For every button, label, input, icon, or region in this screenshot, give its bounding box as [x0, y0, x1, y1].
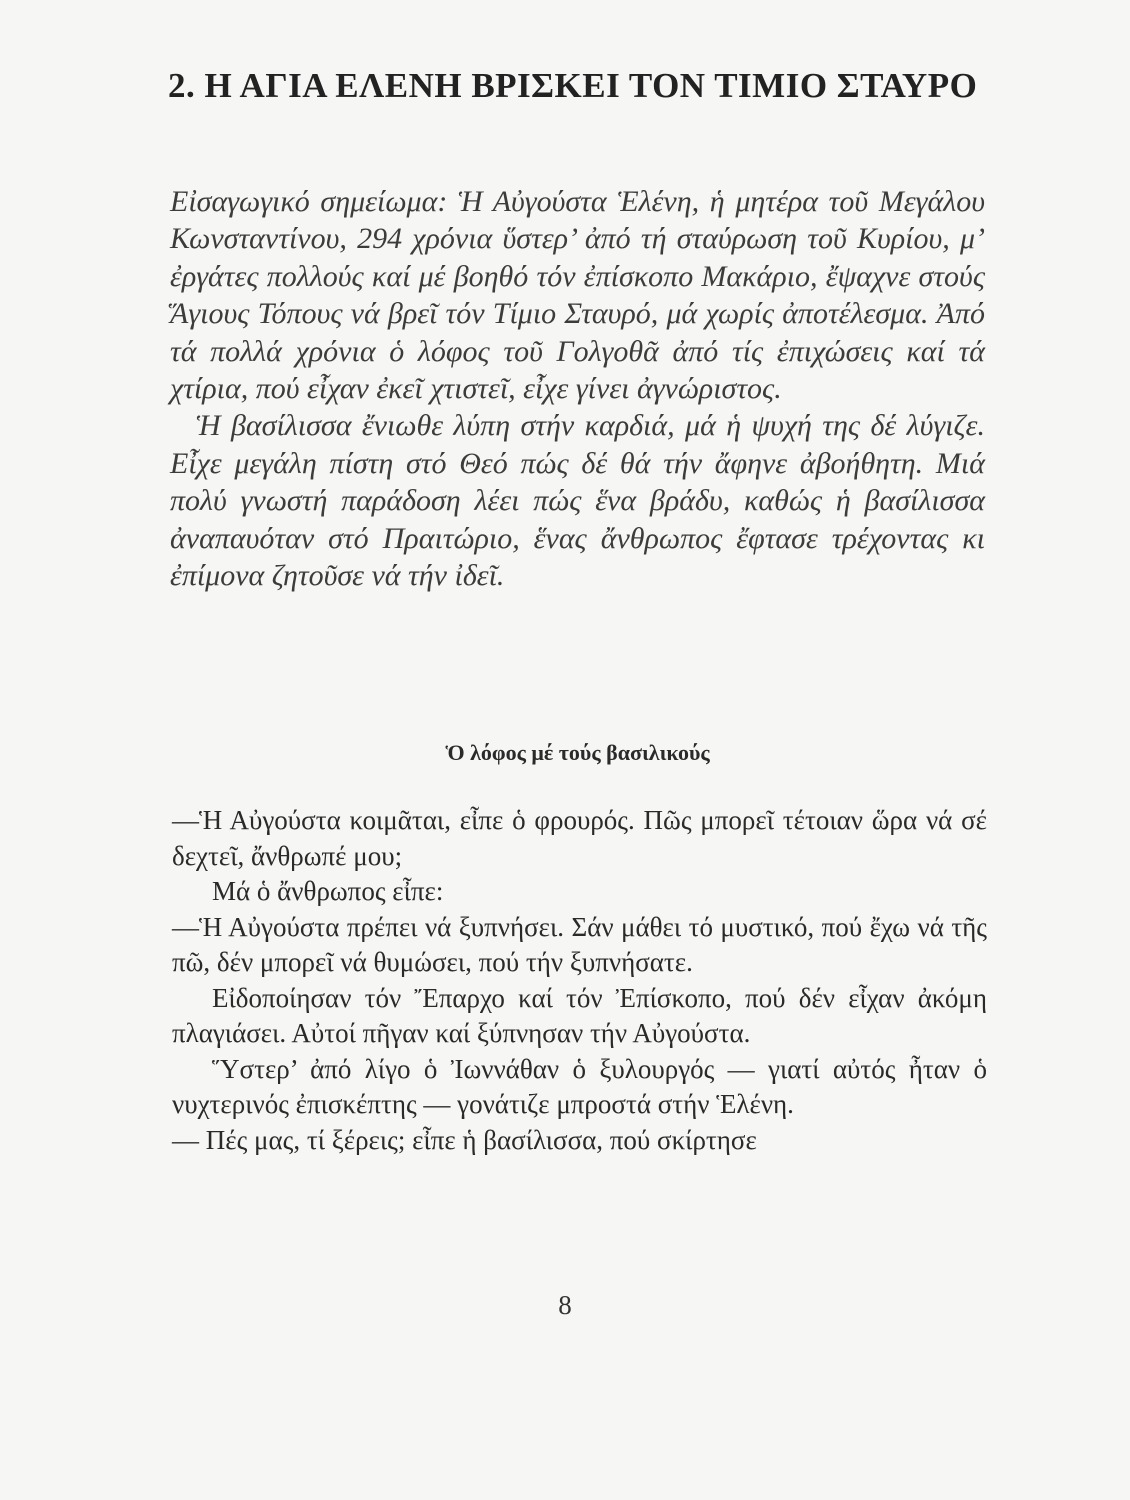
intro-paragraph: Ἡ βασίλισσα ἔνιωθε λύπη στήν καρδιά, μά ἡ ψυχή της δέ λύγιζε. Εἶχε μεγάλη πίστη στό Θεό πώς δέ θά τήν ἄφηνε ἀβοήθητη. Μιά πολύ γνωστή παράδοση λέει πώς ἕνα βράδυ, καθώς ἡ βασίλισσα ἀναπαυόταν στό Πραιτώριο, ἕνας ἄνθρωπος ἔφτασε τρέχοντας κι ἐπίμονα ζητοῦσε νά τήν ἰδεῖ.	[170, 409, 985, 593]
body-paragraph: Ὕστερ’ ἀπό λίγο ὁ Ἰωννάθαν ὁ ξυλουργός — γιατί αὐτός ἦταν ὁ νυχτερινός ἐπισκέπτης — γονάτιζε μπροστά στήν Ἑλένη.	[172, 1053, 987, 1119]
introductory-note	[170, 183, 985, 594]
body-paragraph: —Ἡ Αὐγούστα πρέπει νά ξυπνήσει. Σάν μάθει τό μυστικό, πού ἔχω νά τῆς πῶ, δέν μπορεῖ νά θυμώσει, πού τήν ξυπνήσατε.	[172, 911, 987, 977]
body-paragraph: —Ἡ Αὐγούστα κοιμᾶται, εἶπε ὁ φρουρός. Πῶς μπορεῖ τέτοιαν ὥρα νά σέ δεχτεῖ, ἄνθρωπέ μου;	[172, 805, 987, 871]
intro-paragraph: Εἰσαγωγικό σημείωμα: Ἡ Αὐγούστα Ἑλένη, ἡ μητέρα τοῦ Μεγάλου Κωνσταντίνου, 294 χρόνια ὕστερ’ ἀπό τή σταύρωση τοῦ Κυρίου, μ’ ἐργάτες πολλούς καί μέ βοηθό τόν ἐπίσκοπο Μακάριο, ἔψαχνε στούς Ἅγιους Τόπους νά βρεῖ τόν Τίμιο Σταυρό, μά χωρίς ἀποτέλεσμα. Ἀπό τά πολλά χρόνια ὁ λόφος τοῦ Γολγοθᾶ ἀπό τίς ἐπιχώσεις καί τά χτίρια, πού εἶχαν ἐκεῖ χτιστεῖ, εἶχε γίνει ἀγνώριστος.	[170, 185, 985, 406]
body-paragraph: Μά ὁ ἄνθρωπος εἶπε:	[212, 876, 444, 906]
body-paragraph: Εἰδοποίησαν τόν Ἔπαρχο καί τόν Ἐπίσκοπο, πού δέν εἶχαν ἀκόμη πλαγιάσει. Αὐτοί πῆγαν καί ξύπνησαν τήν Αὐγούστα.	[172, 982, 987, 1048]
chapter-title: 2. Η ΑΓΙΑ ΕΛΕΝΗ ΒΡΙΣΚΕΙ ΤΟΝ ΤΙΜΙΟ ΣΤΑΥΡΟ	[168, 66, 978, 105]
body-paragraph: — Πές μας, τί ξέρεις; εἶπε ἡ βασίλισσα, πού σκίρτησε	[172, 1124, 757, 1155]
page-number: 8	[558, 1290, 572, 1320]
section-heading: Ὁ λόφος μέ τούς βασιλικούς	[445, 740, 710, 765]
body-text	[172, 803, 987, 1158]
